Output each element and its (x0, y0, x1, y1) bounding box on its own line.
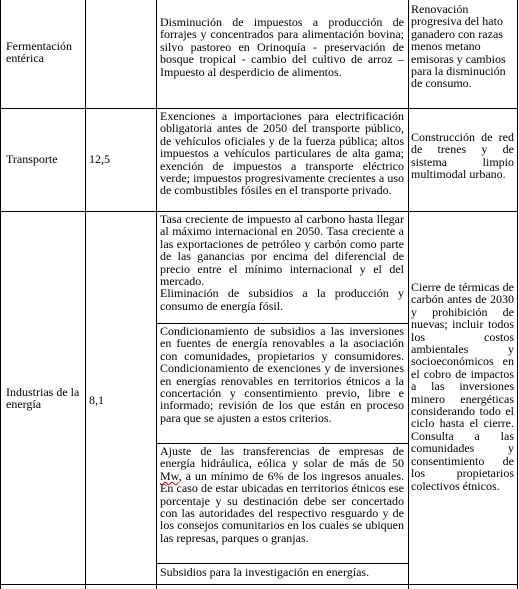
percent-value: 8,1 (89, 393, 104, 407)
measure-text-part: , a un mínimo de 6% de los ingresos anuales. En caso de estar ubicadas en territorios étnicos ese porcentaje y su destinación debe ser concertado con las autoridades del respectivo resguardo y de los consejos comunitarios en los cuales se ubiquen las represas, parques o granjas. (160, 468, 404, 545)
row-divider (0, 584, 518, 585)
notes-cell (411, 281, 514, 492)
measure-text: Eliminación de subsidios a la producción y consumo de energía fósil. (160, 286, 404, 313)
sector-cell (6, 40, 82, 65)
measure-text (160, 445, 404, 544)
column-divider (156, 0, 157, 589)
notes-text: Cierre de térmicas de carbón antes de 2030 y prohibición de nuevas; incluir todos los costos ambientales y socioeconómicos en el cobro de impactos a las inversiones minero energéticas considerando todo el ciclo hasta el cierre. Consulta a las comunidades y consentimiento de los propietarios colectivos étnicos. (411, 280, 514, 493)
percent-cell (89, 394, 153, 406)
sector-label: Fermentación entérica (6, 39, 72, 66)
measure-cell (160, 325, 404, 424)
spellcheck-word: Mw (160, 468, 179, 483)
sector-cell (6, 153, 82, 165)
column-divider (85, 0, 86, 589)
notes-cell (411, 131, 514, 181)
measure-cell (160, 110, 404, 197)
column-divider (0, 0, 1, 589)
measure-text: Disminución de impuestos a producción de forrajes y concentrados para alimentación bovina; silvo pastoreo en Orinoquía - preservación de bosque tropical - cambio del cultivo de arroz – Impuesto al desperdicio de alimentos. (160, 15, 404, 79)
measure-text: Exenciones a importaciones para electrificación obligatoria antes de 2050 del transporte público, de vehículos oficiales y de la fuerza pública; altos impuestos a vehículos particulares de alta gama; exención de impuestos a transporte eléctrico verde; impuestos progresivamente crecientes a uso de combustibles fósiles en el transporte privado. (160, 109, 404, 198)
sector-label: Industrias de la energía (6, 385, 80, 412)
column-divider (408, 0, 409, 589)
sector-cell (6, 386, 82, 411)
measure-cell (160, 213, 404, 312)
notes-text: Construcción de red de trenes y de sistema limpio multimodal urbano. (411, 130, 514, 182)
column-divider (517, 0, 518, 589)
measure-cell (160, 16, 404, 78)
cell-divider (156, 563, 408, 564)
measure-text-part: Ajuste de las transferencias de empresas de energía hidráulica, eólica y solar de más de 50 (160, 444, 404, 471)
percent-value: 12,5 (89, 152, 110, 166)
notes-text: Renovación progresiva del hato ganadero con razas menos metano emisoras y cambios para la disminución de consumo. (411, 2, 506, 91)
measure-text: Tasa creciente de impuesto al carbono hasta llegar al máximo internacional en 2050. Tasa creciente a las exportaciones de petróleo y carbón como parte de las ganancias por encima del diferencial de precio entre el mínimo internacional y el del mercado. (160, 212, 404, 289)
measure-text: Condicionamiento de subsidios a las inversiones en fuentes de energía renovables a la asociación con comunidades, propietarios y consumidores. Condicionamiento de exenciones y de inversiones en energías renovables en territorios étnicos a la concertación y consentimiento previo, libre e informado; revisión de los que están en proceso para que se ajusten a estos criterios. (160, 324, 404, 425)
percent-cell (89, 153, 153, 165)
measure-text: Subsidios para la investigación en energías. (160, 565, 370, 579)
measure-cell (160, 566, 404, 578)
sector-label: Transporte (6, 152, 58, 166)
notes-cell (411, 3, 514, 90)
measure-cell (160, 445, 404, 544)
